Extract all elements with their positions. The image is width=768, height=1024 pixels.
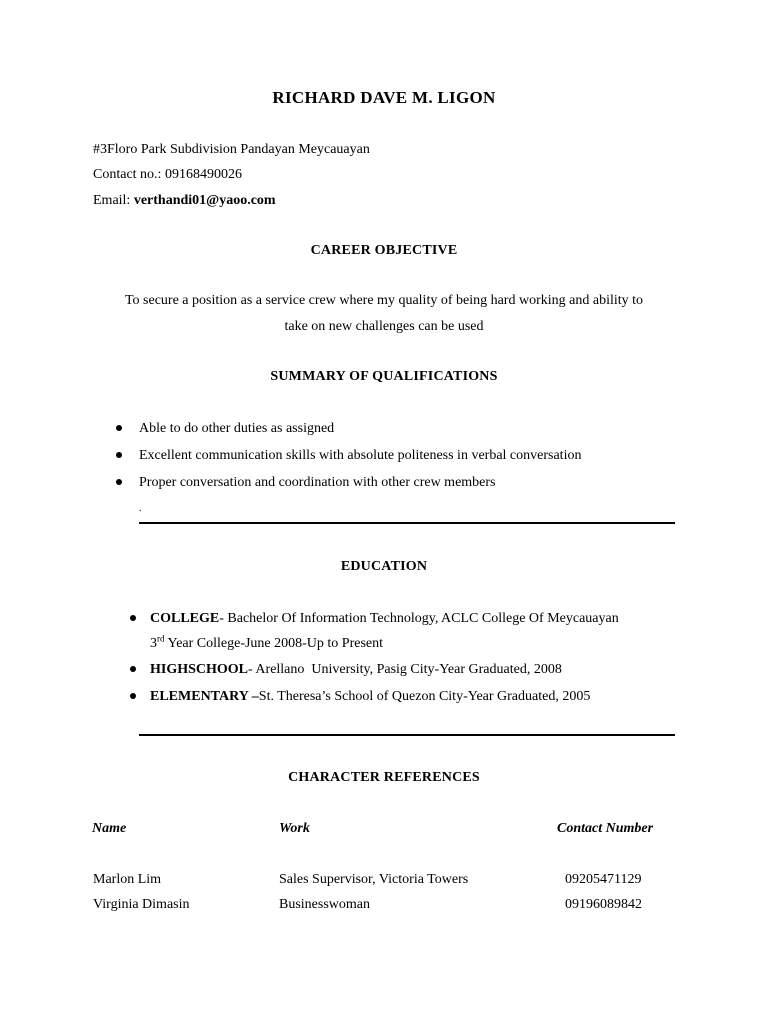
college-label: COLLEGE: [150, 611, 220, 626]
career-objective-line-1: To secure a position as a service crew where my quality of being hard working and ability to: [124, 293, 644, 308]
qualification-item: Able to do other duties as assigned: [139, 421, 335, 436]
contact-number-label: Contact no.:: [93, 167, 165, 182]
reference-contact: 09205471129: [565, 872, 642, 887]
email-line: [93, 192, 276, 210]
education-college: [150, 610, 619, 628]
college-year-number: 3: [150, 636, 157, 651]
highschool-text: - Arellano University, Pasig City-Year Graduated, 2008: [248, 662, 562, 677]
bullet-icon: [116, 425, 122, 431]
reference-contact: 09196089842: [565, 897, 642, 912]
reference-name: Virginia Dimasin: [93, 897, 190, 912]
address-line: #3Floro Park Subdivision Pandayan Meycauayan: [93, 142, 370, 157]
references-column-work: Work: [279, 821, 310, 836]
career-objective-line-2: take on new challenges can be used: [284, 319, 484, 334]
bullet-icon: [116, 479, 122, 485]
section-divider: [139, 522, 675, 524]
trailing-period: .: [139, 503, 142, 514]
email-value: verthandi01@yaoo.com: [133, 193, 276, 208]
email-label: Email:: [93, 193, 134, 208]
college-text: - Bachelor Of Information Technology, ACLC College Of Meycauayan: [219, 611, 619, 626]
bullet-icon: [130, 666, 136, 672]
reference-work: Businesswoman: [279, 897, 370, 912]
qualification-item: Excellent communication skills with absolute politeness in verbal conversation: [139, 448, 582, 463]
reference-work: Sales Supervisor, Victoria Towers: [279, 872, 469, 887]
education-highschool: [150, 661, 562, 679]
qualification-item: Proper conversation and coordination with other crew members: [139, 475, 496, 490]
elementary-text: St. Theresa’s School of Quezon City-Year Graduated, 2005: [258, 689, 591, 704]
references-heading: CHARACTER REFERENCES: [288, 770, 480, 785]
bullet-icon: [130, 615, 136, 621]
reference-name: Marlon Lim: [93, 872, 162, 887]
contact-number-value: 09168490026: [164, 167, 242, 182]
career-objective-heading: CAREER OBJECTIVE: [310, 243, 458, 258]
qualifications-heading: SUMMARY OF QUALIFICATIONS: [270, 369, 498, 384]
college-year-text: Year College-June 2008-Up to Present: [164, 636, 384, 651]
resume-name: RICHARD DAVE M. LIGON: [272, 88, 496, 107]
contact-number-line: [93, 166, 242, 184]
education-heading: EDUCATION: [340, 559, 428, 574]
highschool-label: HIGHSCHOOL: [150, 662, 249, 677]
college-year-line: [150, 635, 383, 653]
bullet-icon: [116, 452, 122, 458]
section-divider: [139, 734, 675, 736]
college-year-suffix: rd: [157, 633, 165, 644]
education-elementary: [150, 688, 590, 706]
bullet-icon: [130, 693, 136, 699]
references-column-contact: Contact Number: [557, 821, 654, 836]
elementary-label: ELEMENTARY –: [150, 689, 259, 704]
references-column-name: Name: [92, 821, 127, 836]
